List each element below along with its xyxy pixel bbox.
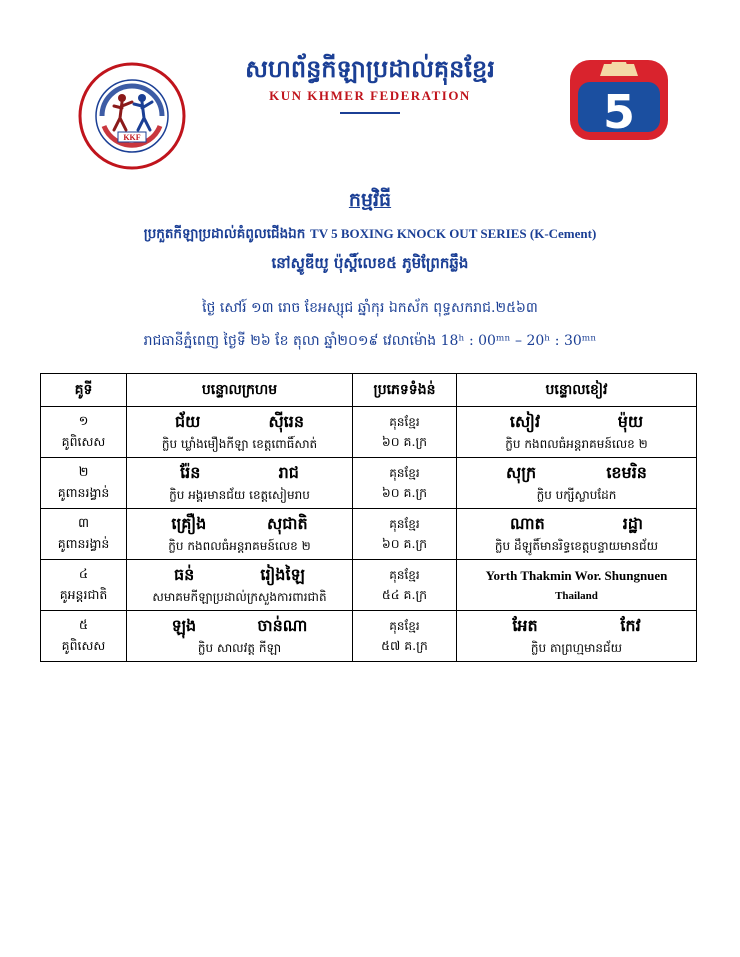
weight-cell xyxy=(353,560,457,611)
blue-club: ក្លិប ដឹឡូតិ៍មានរិទ្ធខេត្តបន្ទាយមានជ័យ xyxy=(494,539,659,553)
blue-club: ក្លិប កងពលធំអន្តរាគមន៍លេខ ២ xyxy=(505,437,648,451)
bout-category: គូពានរង្វាន់ xyxy=(57,485,110,500)
weight-value: ៦០ គ.ក្រ xyxy=(381,485,428,500)
red-last-name: ស៊ីរេន xyxy=(268,412,304,431)
header-red-corner: បន្ទោលក្រហម xyxy=(127,374,353,407)
red-fighter-name xyxy=(127,410,352,434)
weight-value: ៥៧ គ.ក្រ xyxy=(381,638,428,653)
program-title: កម្មវិធី xyxy=(348,189,392,211)
bout-cell xyxy=(41,560,127,611)
red-first-name: ឡុង xyxy=(171,616,197,635)
blue-last-name: ម៉ុយ xyxy=(617,412,644,431)
federation-header xyxy=(200,52,540,114)
event-subtitle xyxy=(0,225,740,245)
weight-class: គុនខ្មែរ xyxy=(389,517,420,531)
red-first-name: ជ័យ xyxy=(175,412,201,431)
weight-cell xyxy=(353,458,457,509)
red-last-name: ចាន់ណា xyxy=(257,616,308,635)
red-fighter-name xyxy=(127,563,352,587)
red-club: ក្លិប ឃ្លាំងមឿងកីឡា ខេត្តពោធិ៍សាត់ xyxy=(161,437,318,451)
bout-category: គូពិសេស xyxy=(61,434,106,449)
red-corner-cell xyxy=(127,458,353,509)
svg-text:5: 5 xyxy=(602,85,636,139)
bout-table xyxy=(40,373,697,662)
red-corner-cell xyxy=(127,560,353,611)
weight-value: ៥៤ គ.ក្រ xyxy=(381,587,428,602)
header-divider xyxy=(340,112,400,114)
blue-corner-cell xyxy=(457,560,697,611)
table-row xyxy=(41,611,697,662)
weight-value: ៦០ គ.ក្រ xyxy=(381,434,428,449)
red-fighter-name xyxy=(127,461,352,485)
red-corner-cell xyxy=(127,611,353,662)
blue-last-name: កែវ xyxy=(620,616,641,635)
red-last-name: សុជាតិ xyxy=(267,514,308,533)
blue-last-name: រដ្ឋា xyxy=(622,514,643,533)
event-subtitle-en: TV 5 BOXING KNOCK OUT SERIES (K-Cement) xyxy=(310,226,597,241)
header-bout-number: គូទី xyxy=(41,374,127,407)
event-venue: នៅស្ទូឌីយូ ប៉ុស្តិ៍លេខ៥ ភូមិព្រែកឆ្លឹង xyxy=(271,254,469,272)
red-first-name: រ៉ែន xyxy=(180,463,201,482)
table-row xyxy=(41,560,697,611)
event-date-time: រាជធានីភ្នំពេញ ថ្ងៃទី ២៦ ខែ តុលា ឆ្នាំ២០១៩ វេលាម៉ោង 18ʰ : 00ᵐⁿ – 20ʰ : 30ᵐⁿ xyxy=(143,333,597,349)
blue-last-name: ខេមរិន xyxy=(606,463,647,482)
blue-club: ក្លិប បក្សីស្លាបដែក xyxy=(536,488,617,502)
red-club: ក្លិប សាលវត្ត កីឡា xyxy=(197,641,282,655)
blue-first-name: ណាត xyxy=(509,514,545,533)
red-club: សមាគមកីឡាប្រដាល់ក្រសួងការពារជាតិ xyxy=(152,590,327,604)
event-subtitle-kh: ប្រកួតកីឡាប្រដាល់គំពូលជើងឯក xyxy=(143,226,311,242)
blue-corner-cell xyxy=(457,611,697,662)
header-weight-class: ប្រភេទទំងន់ xyxy=(353,374,457,407)
red-corner-cell xyxy=(127,407,353,458)
blue-fighter-name xyxy=(457,614,696,638)
weight-cell xyxy=(353,611,457,662)
bout-category: គូពានរង្វាន់ xyxy=(57,536,110,551)
event-date-lunar: ថ្ងៃ សៅរ៍ ១៣ រោច ខែអស្សុជ ឆ្នាំកុរ ឯកស័ក ពុទ្ធសករាជ.២៥៦៣ xyxy=(202,300,538,316)
federation-name-kh: សហព័ន្ធកីឡាប្រដាល់គុនខ្មែរ xyxy=(245,54,495,83)
red-first-name: គ្រឿង xyxy=(171,514,207,533)
weight-value: ៦០ គ.ក្រ xyxy=(381,536,428,551)
bout-number: ១ xyxy=(78,414,89,429)
bout-number: ២ xyxy=(78,465,89,480)
weight-class: គុនខ្មែរ xyxy=(389,466,420,480)
bout-category: គូអន្តរជាតិ xyxy=(59,587,108,602)
table-row xyxy=(41,509,697,560)
blue-fighter-name xyxy=(457,410,696,434)
federation-seal-logo xyxy=(78,62,186,170)
weight-cell xyxy=(353,407,457,458)
blue-first-name: អែត xyxy=(512,616,538,635)
blue-corner-cell xyxy=(457,407,697,458)
red-club: ក្លិប កងពលធំអន្តរាគមន៍លេខ ២ xyxy=(168,539,311,553)
red-club: ក្លិប អង្គរមានជ័យ ខេត្តសៀមរាប xyxy=(169,488,310,502)
red-first-name: ធន់ xyxy=(174,565,195,584)
federation-name-en: KUN KHMER FEDERATION xyxy=(269,88,471,103)
bout-cell xyxy=(41,611,127,662)
header-blue-corner: បន្ទោលខៀវ xyxy=(457,374,697,407)
program-title-wrap xyxy=(0,188,740,216)
blue-fighter-name xyxy=(457,512,696,536)
red-corner-cell xyxy=(127,509,353,560)
blue-first-name: សុក្រ xyxy=(506,463,537,482)
blue-first-name: សៀវ xyxy=(509,412,541,431)
bout-number: ៣ xyxy=(77,516,90,531)
weight-class: គុនខ្មែរ xyxy=(389,619,420,633)
red-fighter-name xyxy=(127,614,352,638)
red-fighter-name xyxy=(127,512,352,536)
bout-cell xyxy=(41,407,127,458)
red-last-name: រៀងឡៃ xyxy=(260,565,305,584)
tv5-logo xyxy=(568,58,670,142)
bout-category: គូពិសេស xyxy=(61,638,106,653)
table-header-row xyxy=(41,374,697,407)
blue-fighter-name xyxy=(457,461,696,485)
blue-corner-cell xyxy=(457,509,697,560)
weight-class: គុនខ្មែរ xyxy=(389,568,420,582)
blue-club: ក្លិប តាព្រហ្មមានជ័យ xyxy=(530,641,623,655)
weight-cell xyxy=(353,509,457,560)
blue-corner-cell xyxy=(457,458,697,509)
bout-cell xyxy=(41,458,127,509)
weight-class: គុនខ្មែរ xyxy=(389,415,420,429)
blue-country: Thailand xyxy=(555,590,598,602)
blue-fighter-name: Yorth Thakmin Wor. Shungnuen xyxy=(485,568,668,583)
svg-text:KKF: KKF xyxy=(123,133,141,142)
table-row xyxy=(41,407,697,458)
bout-number: ៤ xyxy=(78,567,89,582)
bout-cell xyxy=(41,509,127,560)
table-row xyxy=(41,458,697,509)
red-last-name: រាជ xyxy=(278,463,299,482)
bout-number: ៥ xyxy=(78,618,89,633)
